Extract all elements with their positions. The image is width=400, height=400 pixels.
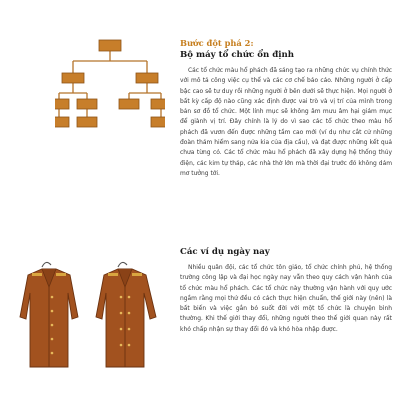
org-box-level4-c <box>151 117 165 127</box>
org-box-level4-b <box>77 117 97 127</box>
org-box-top <box>99 40 121 51</box>
uniform-jackets-illustration <box>18 257 173 372</box>
org-box-level4-a <box>55 117 69 127</box>
org-box-level2-left <box>62 73 84 83</box>
section-title: Các ví dụ ngày nay <box>180 247 270 257</box>
org-chart-illustration <box>55 37 165 132</box>
section-body: Các tổ chức màu hổ phách đã sáng tạo ra những chức vụ chính thức với mô tả công việc cụ thể và các cơ chế báo cáo. Những người ở cấp bậc cao sẽ tư duy rồi những người ở bên dưới sẽ thực hiện. Mọi người ở bất kỳ cấp độ nào cũng xác định được vai trò và vị trí của mình trong bản sơ đồ tổ chức. Một lính mục sẽ không âm mưu âm hại giám mục để giành vị trí. Đây chính là lý do vì sao các tổ chức theo màu hổ phách đã vươn đến được những tầm cao mới (ví dụ như cắt cử những đoàn thám hiểm sang nửa kia của địa cầu), và đạt được những kết quả chưa từng có. Các tổ chức màu hổ phách đã xây dựng hệ thống thủy điện, các kim tự tháp, các nhà thờ lớn mà thời đại trước đó không dám mơ tưởng tới. <box>180 67 392 177</box>
section-breakthrough-2 <box>180 38 392 179</box>
org-box-level3-c <box>119 99 139 109</box>
jacket-left <box>20 262 78 367</box>
org-box-level3-a <box>55 99 69 109</box>
section-kicker: Bước đột phá 2: <box>180 38 254 48</box>
org-box-level3-d <box>151 99 165 109</box>
jacket-right <box>96 262 156 367</box>
org-box-level2-right <box>136 73 158 83</box>
section-examples-today <box>180 246 392 335</box>
section-body: Nhiều quân đội, các tổ chức tôn giáo, tổ chức chính phủ, hệ thống trường công lập và đại học ngày nay vẫn theo quy cách vận hành của tổ chức màu hổ phách. Các tổ chức này thường vận hành với quy ước ngầm rằng mọi thứ đều có cách thực hiện chuẩn, thế giới này (nên) là bất biến và việc gắn bó suốt đời với một tổ chức là chuyện bình thường. Khi thế giới thay đổi, những người theo thế giới quan này rất khó chấp nhận sự thay đổi đó và khó hòa nhập được. <box>180 264 392 333</box>
org-box-level3-b <box>77 99 97 109</box>
section-title: Bộ máy tổ chức ổn định <box>180 50 295 60</box>
